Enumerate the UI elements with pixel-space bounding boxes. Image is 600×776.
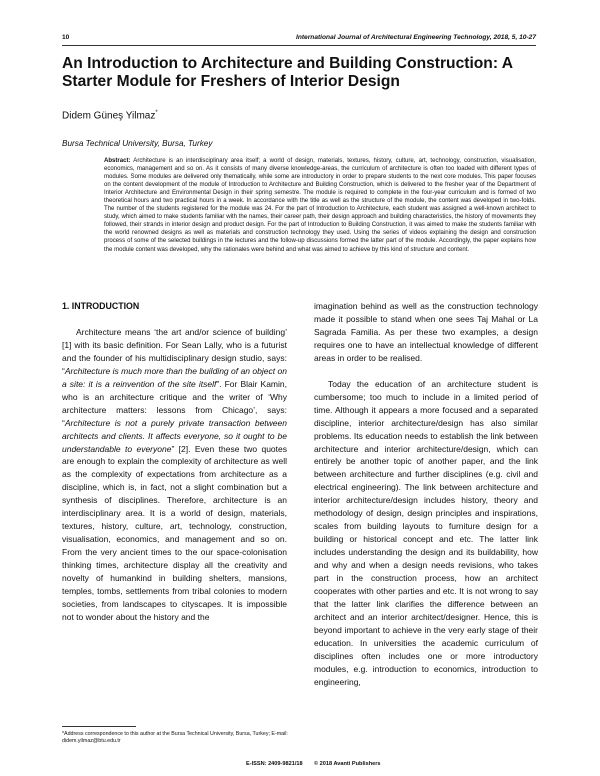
right-column [314,300,538,689]
abstract [104,157,536,254]
correspondence-footnote: *Address correspondence to this author at the Bursa Technical University, Bursa, Turkey; E-mail: didem.yilmaz@btu.edu.tr [62,731,288,744]
author-affiliation: Bursa Technical University, Bursa, Turkey [62,139,213,148]
intro-paragraph-1 [62,326,287,624]
intro-paragraph-2: Today the education of an architecture student is cumbersome; too much to include in a limited period of time. Although it appears a more focused and a separated discipline, interior architecture/design has also similar problems. Its education needs to establish the link between architecture and interior architecture/design, which can entirely be another topic of another paper, and the link between architecture and further disciplines (e.g. civil and electrical engineering). The link between architecture and interior architecture/design includes history, theory and methodology of design, design principles and inspirations, scales from building layouts to furniture design for a building or historical concept and etc. The latter link includes understanding the design and its buildability, how and why and when a design needs revisions, who takes part in the construction process, how an architect cooperates with other parties and etc. It is not wrong to say that the latter link clarifies the difference between an architect and an interior architect/designer. Hence, this is beyond important to achieve in the very early stage of their education. In universities the academic curriculum of disciplines often includes one or more introductory modules, e.g. introduction to economics, introduction to engineering, [314,378,538,687]
intro-text-a: Architecture means ‘the art and/or science of building’ [1] with its basic definition. For Sean Lally, who is a futurist and the founder of his multidisciplinary design studio, says: “ [62,326,287,376]
intro-text-b: ”. For Blair Kamin, who is an architecture critique and the writer of ‘Why architecture matters: lessons from Chicago’, says: “ [62,378,287,428]
abstract-label: Abstract: [104,158,131,164]
author-line [62,110,158,121]
copyright-footer: © 2018 Avanti Publishers [314,761,381,767]
correspondence-mark: * [155,110,158,116]
footnote-divider [62,726,136,727]
kamin-quote: Architecture is not a purely private transaction between architects and clients. It affects everyone, so it ought to be understandable to everyone [62,417,287,454]
intro-text-c: ” [2]. Even these two quotes are enough to explain the complexity of architecture as well as the complexity of expectations from architecture as a discipline, which is, in fact, not a slight combination but a synthesis of disciplines. Therefore, architecture is an interdisciplinary area. It is a world of design, materials, textures, history, culture, art, technology, construction, visualisation, economics, and management and so on. From the very ancient times to the our space-colonisation thinking times, architecture display all the creativity and novelty of humankind in building shelters, mansions, temples, tombs, settlements from tribal colonies to modern societies, from landscapes to cityscapes. It is impossible not to wonder about the history and the [62,443,287,622]
paragraph-gap [314,365,538,378]
author-name: Didem Güneş Yilmaz [62,110,156,122]
header-divider [62,45,536,46]
lally-quote: Architecture is much more than the building of an object on a site: it is a reinvention of the site itself [62,365,287,389]
paper-title: An Introduction to Architecture and Building Construction: A Starter Module for Freshers of Interior Design [62,55,513,90]
section-heading-introduction: 1. INTRODUCTION [62,301,140,311]
eissn-footer: E-ISSN: 2409-9821/18 [246,761,303,767]
intro-paragraph-continued: imagination behind as well as the construction technology made it possible to stand when one sees Taj Mahal or La Sagrada Familia. As per these two examples, a design requires one to have an intellectual knowledge of different areas in order to be realised. [314,301,538,363]
left-column [62,300,287,624]
abstract-text: Architecture is an interdisciplinary area itself; a world of design, materials, textures, history, culture, art, technology, construction, visualisation, economics, management and so on. As it consists of many diverse knowledge-areas, the curriculum of architecture is often too loaded with different types of modules. Some modules are delivered only thematically, while some are introductory in order to prepare students to the next core modules. This paper focuses on the content development of the module of Introduction to Architecture and Building Construction, which is delivered to the fresher year of the Department of Interior Architecture and Environmental Design in their spring semestre. The module is required to complete in the four-year curriculum and is formed of two theoretical hours and two practical hours in a week. In accordance with the title as well as the structure of the module, the content was developed in two-folds. The number of the students registered for the module was 24. For the part of Introduction to Architecture, each student was assigned a well-known architect to study, which aimed to make students familiar with the names, their career path, their design approach and building characteristics, the history of movements they followed, their strands in interior design and product design. For the part of Introduction to Building Construction, it was aimed to make the students familiar with the world renowned designs as well as materials and construction technology they used. Using the series of videos explaining the design and construction process of some of the selected buildings in the lectures and the follow-up discussions formed the latter part of the module. Accordingly, the paper explains how the module content was developed, why the rationales were behind and what was aimed to achieve by this kind of structure and content. [104,158,536,253]
page-number: 10 [62,34,70,41]
journal-citation: International Journal of Architectural Engineering Technology, 2018, 5, 10-27 [296,34,536,41]
